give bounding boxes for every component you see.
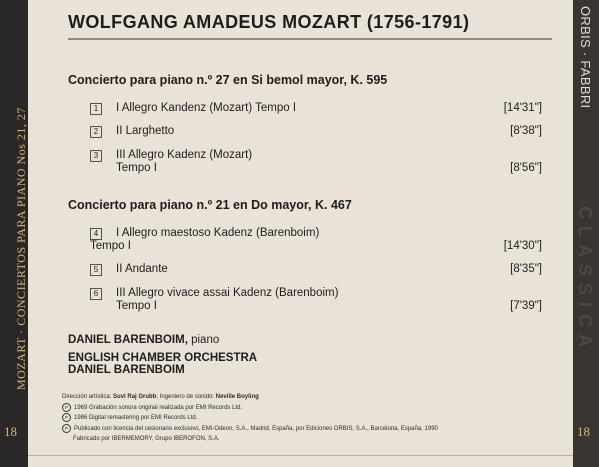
track-duration: [7'39"] [510,300,542,312]
left-spine [0,0,28,467]
publisher-logo: ORBIS · FABBRI [578,6,593,109]
track-number: 1 [90,103,102,115]
concerto-21-heading: Concierto para piano n.º 21 en Do mayor, K. 467 [68,198,352,212]
spine-volume-number-right: 18 [577,424,590,439]
track-title: II Andante [116,263,168,275]
concerto-27-heading: Concierto para piano n.º 27 en Si bemol mayor, K. 595 [68,73,388,87]
direction-label: Dirección artística: [62,394,112,400]
engineer-label: ; Ingeniero de sonido: [156,394,215,400]
page-title: WOLFGANG AMADEUS MOZART (1756-1791) [68,12,470,32]
title-divider [68,38,552,40]
conductor: DANIEL BARENBOIM [68,364,185,376]
booklet-page [28,0,573,467]
track-subtitle: Tempo I [116,162,157,174]
credits-line [62,424,438,435]
spine-title: MOZART · CONCIERTOS PARA PIANO Nos 21, 27 [14,107,28,390]
credits-text: 1986 Digital remastering por EMI Records Ltd. [74,415,198,422]
track-duration: [14'30"] [503,240,542,252]
track-number: 5 [90,264,102,276]
credits-direction [62,392,438,403]
credits-text: Publicado con licencia del cesionario exclusivo, EMI-Odeon, S.A., Madrid, España, por Ediciones ORBIS, S.A., Barcelona, España, 1990 [74,425,438,432]
track-number: 3 [90,150,102,162]
track-duration: [8'56"] [510,162,542,174]
soloist-name: DANIEL BARENBOIM, [68,334,188,346]
spine-volume-number: 18 [4,424,17,439]
track-title: III Allegro Kadenz (Mozart) [116,149,253,161]
track-subtitle: Tempo I [116,300,157,312]
credits-text: 1969 Grabación sonora original realizada por EMI Records Ltd. [74,404,243,411]
soloist-role: piano [191,334,220,346]
direction-name: Suvi Raj Grubb [113,394,157,400]
track-title: II Larghetto [116,125,175,137]
credits-line [62,434,438,445]
phonogram-icon: P [62,413,71,422]
track-title: I Allegro Kandenz (Mozart) Tempo I [116,102,297,114]
credits-text: Fabricado por IBERMEMORY, Grupo IBEROFON, S.A. [73,436,220,443]
soloist [68,334,219,346]
engineer-name: Neville Boyling [215,394,259,400]
track-title: I Allegro maestoso Kadenz (Barenboim) [116,227,320,239]
credits-line [62,413,438,424]
track-duration: [8'35"] [510,263,542,275]
credits-line [62,403,438,414]
track-subtitle: Tempo I [90,240,131,252]
orchestra: ENGLISH CHAMBER ORCHESTRA [68,352,258,364]
right-spine [573,0,599,467]
track-duration: [8'38"] [510,125,542,137]
track-duration: [14'31"] [503,102,542,114]
credits-block [62,392,438,445]
bottom-divider [28,455,573,456]
track-title: III Allegro vivace assai Kadenz (Barenboim) [116,287,339,299]
track-number: 4 [90,228,102,240]
phonogram-icon: P [62,424,71,433]
phonogram-icon: P [62,403,71,412]
track-number: 2 [90,126,102,138]
track-number: 6 [90,288,102,300]
series-name: CLASSICA [575,206,595,355]
